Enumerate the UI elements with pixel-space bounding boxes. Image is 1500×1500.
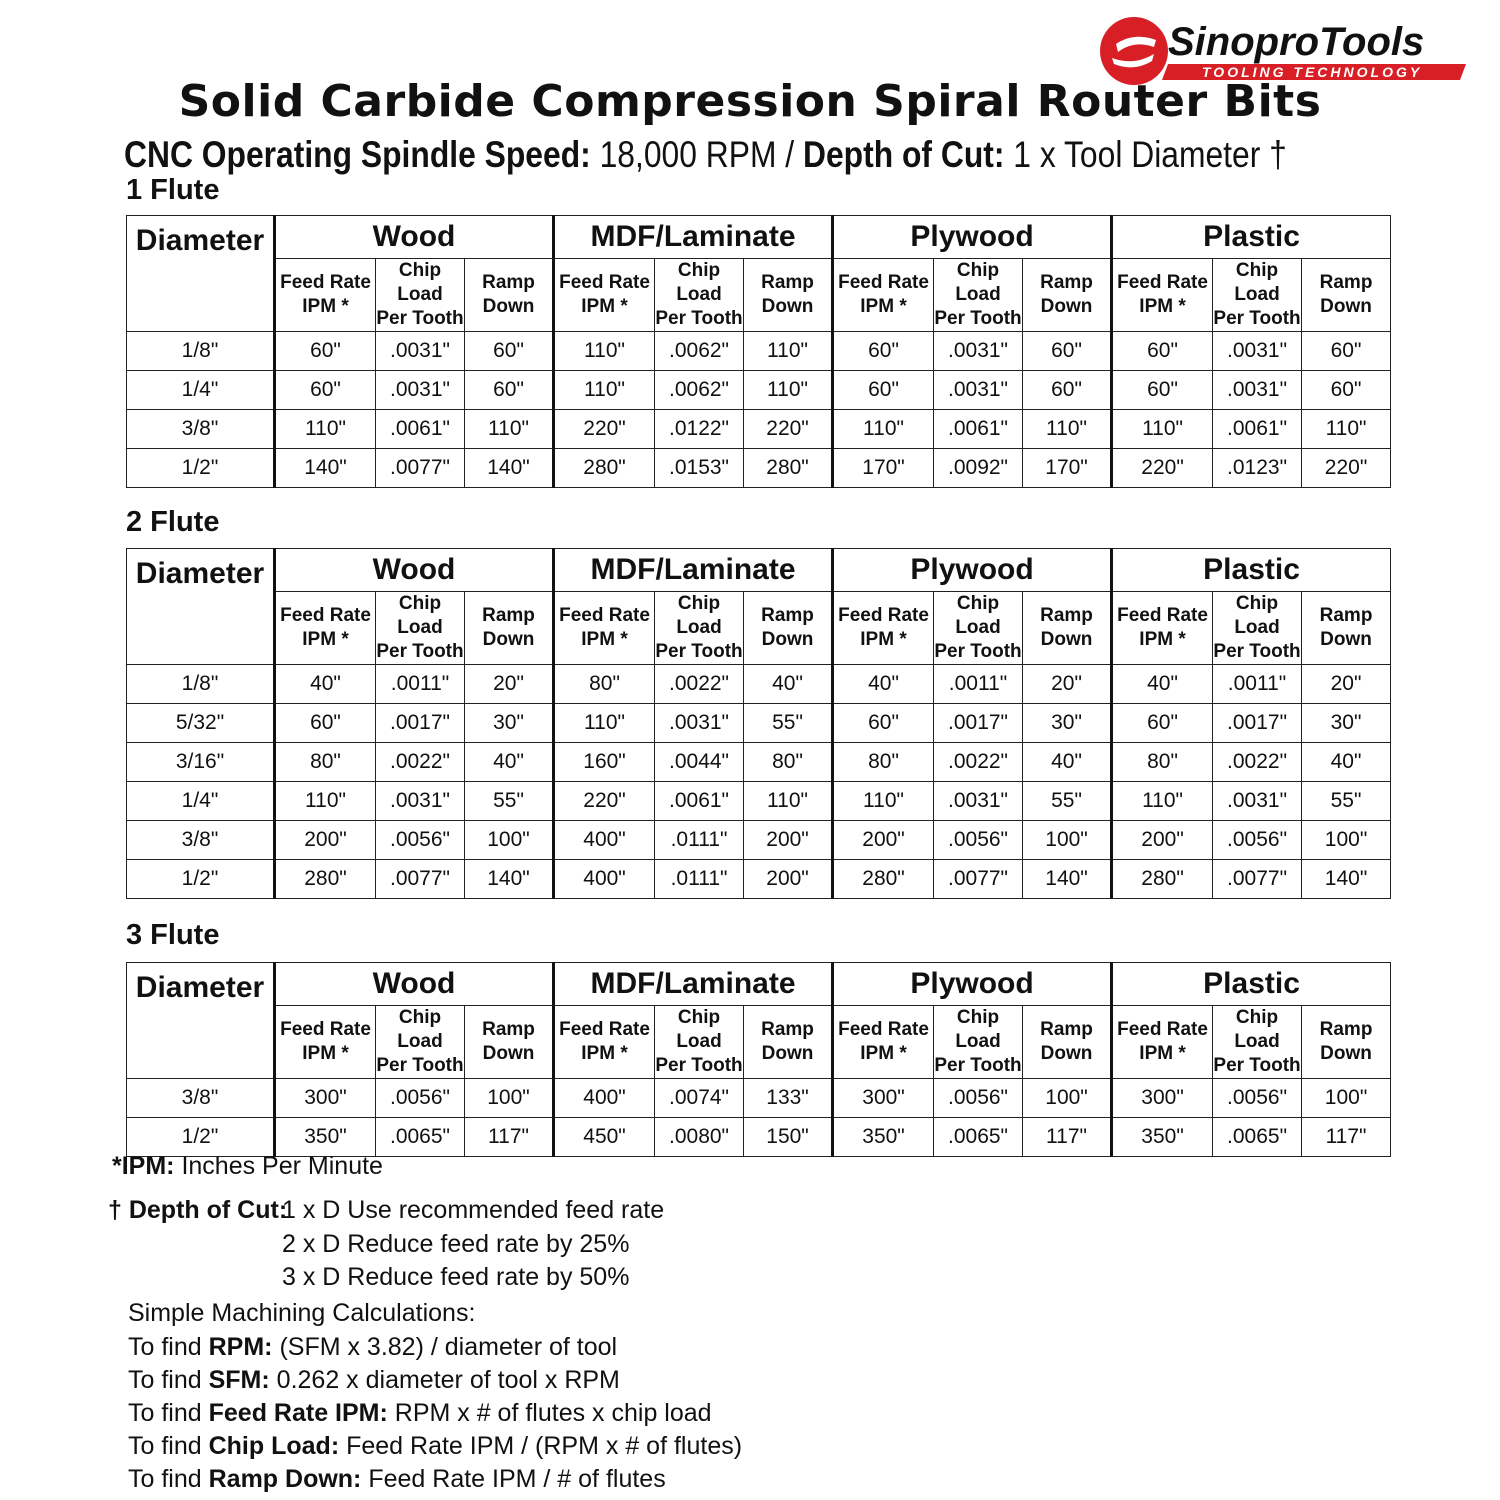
logo-brand-name: SinoproTools	[1168, 20, 1425, 64]
table-cell: 100"	[465, 821, 554, 860]
calculation-line: To find SFM: 0.262 x diameter of tool x RPM	[128, 1366, 620, 1394]
table-cell: 300"	[275, 1079, 376, 1118]
table-cell: 30"	[465, 704, 554, 743]
table-cell: .0111"	[655, 821, 744, 860]
table-cell: .0065"	[934, 1118, 1023, 1157]
table-cell: 110"	[1112, 782, 1213, 821]
ipm-footnote-text: Inches Per Minute	[181, 1152, 383, 1180]
table-cell: .0056"	[376, 821, 465, 860]
material-header: MDF/Laminate	[554, 216, 833, 259]
table-cell: .0022"	[1213, 743, 1302, 782]
table-cell: .0077"	[1213, 860, 1302, 899]
table-cell: 40"	[1023, 743, 1112, 782]
table-row	[127, 665, 1391, 704]
table-cell: 100"	[1023, 1079, 1112, 1118]
table-cell: 40"	[1302, 743, 1391, 782]
chip-load-header: Chip Load Per Tooth	[655, 592, 744, 665]
table-cell: 60"	[1112, 371, 1213, 410]
table-cell: 350"	[275, 1118, 376, 1157]
table-cell: 110"	[1302, 410, 1391, 449]
table-cell: 60"	[833, 371, 934, 410]
diameter-cell: 5/32"	[127, 704, 275, 743]
table-row	[127, 743, 1391, 782]
table-cell: 200"	[833, 821, 934, 860]
ramp-down-header: Ramp Down	[744, 259, 833, 332]
material-header: Plywood	[833, 963, 1112, 1006]
table-cell: 400"	[554, 821, 655, 860]
table-cell: .0044"	[655, 743, 744, 782]
table-cell: .0022"	[376, 743, 465, 782]
table-cell: 30"	[1302, 704, 1391, 743]
depth-footnote-line: 2 x D Reduce feed rate by 25%	[282, 1230, 630, 1258]
feed-rate-header: Feed Rate IPM *	[275, 592, 376, 665]
diameter-cell: 3/16"	[127, 743, 275, 782]
table-cell: 40"	[744, 665, 833, 704]
diameter-cell: 3/8"	[127, 821, 275, 860]
table-cell: 350"	[1112, 1118, 1213, 1157]
table-cell: 117"	[1302, 1118, 1391, 1157]
ramp-down-header: Ramp Down	[465, 259, 554, 332]
table-cell: 30"	[1023, 704, 1112, 743]
table-cell: .0062"	[655, 371, 744, 410]
table-cell: 140"	[1302, 860, 1391, 899]
table-cell: 110"	[1112, 410, 1213, 449]
table-cell: 40"	[465, 743, 554, 782]
ramp-down-header: Ramp Down	[1023, 259, 1112, 332]
table-cell: .0022"	[934, 743, 1023, 782]
feed-rate-header: Feed Rate IPM *	[275, 1006, 376, 1079]
table-cell: 60"	[833, 704, 934, 743]
table-cell: .0056"	[376, 1079, 465, 1118]
table-cell: 60"	[465, 371, 554, 410]
table-cell: 280"	[833, 860, 934, 899]
ramp-down-header: Ramp Down	[1023, 592, 1112, 665]
ipm-footnote-label: *IPM:	[112, 1152, 175, 1180]
table-row	[127, 371, 1391, 410]
feed-rate-header: Feed Rate IPM *	[1112, 1006, 1213, 1079]
material-header: Plastic	[1112, 963, 1391, 1006]
depth-footnote-line: 3 x D Reduce feed rate by 50%	[282, 1263, 630, 1291]
table-cell: 300"	[833, 1079, 934, 1118]
table-cell: .0031"	[1213, 371, 1302, 410]
table-cell: 110"	[744, 782, 833, 821]
depth-of-cut-value: 1 x Tool Diameter †	[1013, 134, 1287, 175]
table-cell: 200"	[744, 821, 833, 860]
table-cell: .0022"	[655, 665, 744, 704]
table-cell: 450"	[554, 1118, 655, 1157]
ramp-down-header: Ramp Down	[1302, 259, 1391, 332]
table-cell: 60"	[465, 332, 554, 371]
table-cell: 60"	[1302, 332, 1391, 371]
material-header: Wood	[275, 216, 554, 259]
ramp-down-header: Ramp Down	[465, 592, 554, 665]
table-cell: .0031"	[934, 782, 1023, 821]
table-cell: 400"	[554, 860, 655, 899]
table-row	[127, 1079, 1391, 1118]
table-cell: .0111"	[655, 860, 744, 899]
table-cell: 220"	[1302, 449, 1391, 488]
logo-swoosh-icon	[1100, 17, 1168, 85]
table-cell: .0031"	[1213, 332, 1302, 371]
ramp-down-header: Ramp Down	[744, 592, 833, 665]
table-cell: 170"	[833, 449, 934, 488]
feed-rate-header: Feed Rate IPM *	[554, 1006, 655, 1079]
table-cell: 20"	[1023, 665, 1112, 704]
chip-load-header: Chip Load Per Tooth	[376, 259, 465, 332]
diameter-cell: 1/2"	[127, 860, 275, 899]
table-cell: .0065"	[1213, 1118, 1302, 1157]
depth-footnote-label: † Depth of Cut:	[108, 1196, 288, 1224]
table-cell: .0017"	[376, 704, 465, 743]
table-cell: 140"	[465, 449, 554, 488]
material-header: Plastic	[1112, 216, 1391, 259]
table-cell: 110"	[554, 704, 655, 743]
table-cell: 170"	[1023, 449, 1112, 488]
table-cell: 40"	[833, 665, 934, 704]
feed-rate-header: Feed Rate IPM *	[1112, 592, 1213, 665]
table-cell: 140"	[465, 860, 554, 899]
page-subtitle	[124, 134, 1287, 176]
chip-load-header: Chip Load Per Tooth	[376, 592, 465, 665]
section-label-2-flute: 2 Flute	[126, 506, 220, 538]
table-cell: 55"	[1023, 782, 1112, 821]
chip-load-header: Chip Load Per Tooth	[1213, 259, 1302, 332]
diameter-cell: 1/4"	[127, 782, 275, 821]
table-cell: 60"	[1023, 332, 1112, 371]
calculation-line: To find Feed Rate IPM: RPM x # of flutes x chip load	[128, 1399, 712, 1427]
table-cell: .0031"	[376, 371, 465, 410]
table-cell: 100"	[1302, 1079, 1391, 1118]
table-3-flute	[126, 962, 1391, 1157]
logo-tagline: TOOLING TECHNOLOGY	[1202, 64, 1423, 80]
table-cell: .0061"	[934, 410, 1023, 449]
diameter-cell: 3/8"	[127, 410, 275, 449]
table-cell: 220"	[744, 410, 833, 449]
table-cell: 60"	[1023, 371, 1112, 410]
table-cell: .0056"	[934, 821, 1023, 860]
feed-rate-header: Feed Rate IPM *	[275, 259, 376, 332]
calculation-line: To find RPM: (SFM x 3.82) / diameter of tool	[128, 1333, 618, 1361]
depth-footnote-line: 1 x D Use recommended feed rate	[282, 1196, 665, 1224]
material-header: Wood	[275, 963, 554, 1006]
table-cell: .0153"	[655, 449, 744, 488]
table-cell: 100"	[1302, 821, 1391, 860]
table-cell: 20"	[465, 665, 554, 704]
table-cell: 200"	[1112, 821, 1213, 860]
table-cell: 280"	[554, 449, 655, 488]
table-cell: 280"	[275, 860, 376, 899]
ramp-down-header: Ramp Down	[1302, 592, 1391, 665]
table-cell: 55"	[744, 704, 833, 743]
chip-load-header: Chip Load Per Tooth	[934, 259, 1023, 332]
table-cell: 300"	[1112, 1079, 1213, 1118]
ramp-down-header: Ramp Down	[465, 1006, 554, 1079]
table-cell: 60"	[275, 371, 376, 410]
table-cell: .0074"	[655, 1079, 744, 1118]
feed-rate-header: Feed Rate IPM *	[833, 259, 934, 332]
table-cell: 350"	[833, 1118, 934, 1157]
table-cell: .0056"	[1213, 1079, 1302, 1118]
chip-load-header: Chip Load Per Tooth	[934, 592, 1023, 665]
table-cell: .0031"	[934, 332, 1023, 371]
table-cell: 55"	[1302, 782, 1391, 821]
diameter-header: Diameter	[127, 963, 275, 1079]
table-row	[127, 449, 1391, 488]
table-cell: 133"	[744, 1079, 833, 1118]
calculations-title: Simple Machining Calculations:	[128, 1299, 476, 1327]
table-2-flute	[126, 548, 1391, 899]
table-cell: .0017"	[1213, 704, 1302, 743]
table-cell: .0061"	[1213, 410, 1302, 449]
table-row	[127, 1118, 1391, 1157]
table-cell: 220"	[1112, 449, 1213, 488]
table-cell: .0061"	[655, 782, 744, 821]
table-cell: 20"	[1302, 665, 1391, 704]
table-cell: 110"	[833, 782, 934, 821]
table-cell: .0092"	[934, 449, 1023, 488]
table-cell: 200"	[275, 821, 376, 860]
chip-load-header: Chip Load Per Tooth	[376, 1006, 465, 1079]
material-header: Plastic	[1112, 549, 1391, 592]
chip-load-header: Chip Load Per Tooth	[934, 1006, 1023, 1079]
material-header: Plywood	[833, 216, 1112, 259]
table-cell: 60"	[1302, 371, 1391, 410]
table-cell: 160"	[554, 743, 655, 782]
table-cell: 280"	[744, 449, 833, 488]
table-cell: .0011"	[376, 665, 465, 704]
feed-rate-header: Feed Rate IPM *	[833, 592, 934, 665]
table-cell: 220"	[554, 410, 655, 449]
table-cell: .0123"	[1213, 449, 1302, 488]
chip-load-header: Chip Load Per Tooth	[655, 259, 744, 332]
table-cell: .0077"	[376, 860, 465, 899]
table-cell: .0062"	[655, 332, 744, 371]
feed-rate-header: Feed Rate IPM *	[554, 259, 655, 332]
diameter-cell: 1/2"	[127, 1118, 275, 1157]
table-cell: 110"	[744, 332, 833, 371]
table-cell: 80"	[744, 743, 833, 782]
table-cell: 150"	[744, 1118, 833, 1157]
ipm-footnote	[112, 1152, 383, 1181]
table-cell: 117"	[1023, 1118, 1112, 1157]
table-cell: 60"	[1112, 332, 1213, 371]
table-cell: 60"	[275, 704, 376, 743]
table-cell: .0056"	[1213, 821, 1302, 860]
table-cell: .0080"	[655, 1118, 744, 1157]
table-cell: .0031"	[376, 332, 465, 371]
table-row	[127, 410, 1391, 449]
diameter-cell: 1/2"	[127, 449, 275, 488]
calculation-line: To find Chip Load: Feed Rate IPM / (RPM x # of flutes)	[128, 1432, 743, 1460]
table-cell: 140"	[275, 449, 376, 488]
feed-rate-header: Feed Rate IPM *	[554, 592, 655, 665]
ramp-down-header: Ramp Down	[1302, 1006, 1391, 1079]
spindle-speed-label: CNC Operating Spindle Speed:	[124, 134, 591, 175]
table-cell: 110"	[275, 410, 376, 449]
table-cell: 140"	[1023, 860, 1112, 899]
table-cell: 60"	[1112, 704, 1213, 743]
page-title: Solid Carbide Compression Spiral Router Bits	[178, 76, 1322, 127]
table-cell: .0061"	[376, 410, 465, 449]
diameter-cell: 1/8"	[127, 332, 275, 371]
table-row	[127, 860, 1391, 899]
table-cell: .0065"	[376, 1118, 465, 1157]
table-row	[127, 704, 1391, 743]
table-cell: 280"	[1112, 860, 1213, 899]
table-cell: 400"	[554, 1079, 655, 1118]
table-cell: .0011"	[1213, 665, 1302, 704]
table-cell: 110"	[554, 332, 655, 371]
table-cell: 110"	[554, 371, 655, 410]
table-cell: .0077"	[376, 449, 465, 488]
table-cell: 110"	[465, 410, 554, 449]
table-cell: 60"	[833, 332, 934, 371]
table-cell: 110"	[833, 410, 934, 449]
diameter-header: Diameter	[127, 216, 275, 332]
chip-load-header: Chip Load Per Tooth	[655, 1006, 744, 1079]
depth-of-cut-label: Depth of Cut:	[802, 134, 1005, 175]
spindle-speed-value: 18,000 RPM /	[599, 134, 795, 175]
table-cell: 40"	[275, 665, 376, 704]
feed-rate-header: Feed Rate IPM *	[1112, 259, 1213, 332]
diameter-header: Diameter	[127, 549, 275, 665]
feed-rate-header: Feed Rate IPM *	[833, 1006, 934, 1079]
table-cell: 55"	[465, 782, 554, 821]
ramp-down-header: Ramp Down	[1023, 1006, 1112, 1079]
table-cell: .0122"	[655, 410, 744, 449]
table-1-flute	[126, 215, 1391, 488]
diameter-cell: 1/8"	[127, 665, 275, 704]
table-cell: .0031"	[655, 704, 744, 743]
table-cell: .0056"	[934, 1079, 1023, 1118]
table-cell: 40"	[1112, 665, 1213, 704]
table-cell: 80"	[1112, 743, 1213, 782]
section-label-1-flute: 1 Flute	[126, 174, 220, 206]
table-cell: .0077"	[934, 860, 1023, 899]
material-header: MDF/Laminate	[554, 549, 833, 592]
table-cell: 110"	[744, 371, 833, 410]
table-cell: .0011"	[934, 665, 1023, 704]
table-cell: 117"	[465, 1118, 554, 1157]
ramp-down-header: Ramp Down	[744, 1006, 833, 1079]
table-row	[127, 782, 1391, 821]
diameter-cell: 1/4"	[127, 371, 275, 410]
material-header: Plywood	[833, 549, 1112, 592]
table-cell: .0031"	[376, 782, 465, 821]
table-row	[127, 332, 1391, 371]
table-cell: 80"	[554, 665, 655, 704]
table-cell: .0031"	[934, 371, 1023, 410]
chip-load-header: Chip Load Per Tooth	[1213, 1006, 1302, 1079]
table-cell: 110"	[1023, 410, 1112, 449]
calculation-line: To find Ramp Down: Feed Rate IPM / # of flutes	[128, 1465, 666, 1493]
table-cell: .0031"	[1213, 782, 1302, 821]
table-cell: 80"	[275, 743, 376, 782]
table-cell: 100"	[1023, 821, 1112, 860]
table-cell: 100"	[465, 1079, 554, 1118]
table-cell: 60"	[275, 332, 376, 371]
table-row	[127, 821, 1391, 860]
table-cell: .0017"	[934, 704, 1023, 743]
chip-load-header: Chip Load Per Tooth	[1213, 592, 1302, 665]
table-cell: 80"	[833, 743, 934, 782]
table-cell: 200"	[744, 860, 833, 899]
table-cell: 110"	[275, 782, 376, 821]
diameter-cell: 3/8"	[127, 1079, 275, 1118]
material-header: Wood	[275, 549, 554, 592]
table-cell: 220"	[554, 782, 655, 821]
section-label-3-flute: 3 Flute	[126, 919, 220, 951]
material-header: MDF/Laminate	[554, 963, 833, 1006]
